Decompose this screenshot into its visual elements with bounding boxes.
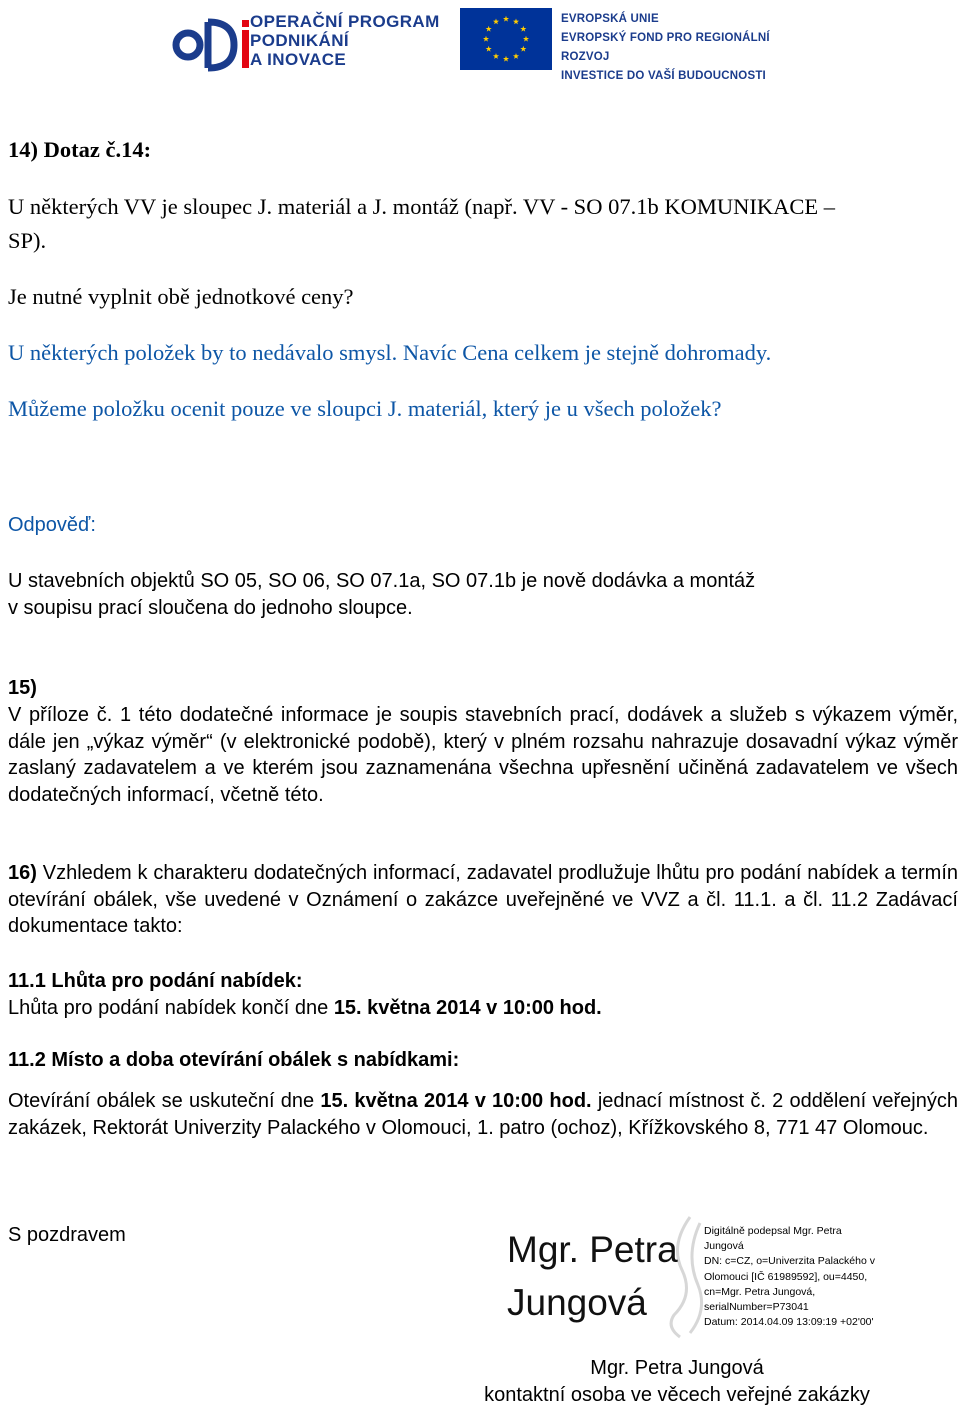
digital-signature-line: DN: c=CZ, o=Univerzita Palackého v: [704, 1255, 875, 1268]
eu-logo-line: EVROPSKÝ FOND PRO REGIONÁLNÍ ROZVOJ: [561, 32, 770, 63]
point-16-text: Vzhledem k charakteru dodatečných informací, zadavatel prodlužuje lhůtu pro podání nabídek a termín otevírání obálek, vše uvedené v Oznámení o zakázce uveřejněné ve VVZ a čl. 11.1. a čl. 11.2 Zadávací dokumentace takto:: [8, 862, 958, 937]
section-11-2-heading: 11.2 Místo a doba otevírání obálek s nabídkami:: [8, 1049, 460, 1071]
digital-signature-line: serialNumber=P73041: [704, 1301, 809, 1314]
op-program-logo-text: [250, 12, 450, 69]
signature-name-line: Mgr. Petra: [507, 1229, 678, 1270]
answer-text-line: v soupisu prací sloučena do jednoho sloupce.: [8, 597, 413, 619]
signatory-role: kontaktní osoba ve věcech veřejné zakázky: [484, 1384, 870, 1406]
closing-greeting: S pozdravem: [8, 1224, 126, 1246]
point-16-number: 16): [8, 862, 37, 884]
answer-label: Odpověď:: [8, 514, 96, 536]
digital-signature-details: [704, 1224, 954, 1330]
eu-logo-line: EVROPSKÁ UNIE: [561, 13, 659, 25]
question-14-line: Je nutné vyplnit obě jednotkové ceny?: [8, 284, 354, 309]
op-logo-line: OPERAČNÍ PROGRAM: [250, 12, 440, 31]
eu-logo-text: [561, 10, 821, 86]
question-14-line: U některých položek by to nedávalo smysl. Navíc Cena celkem je stejně dohromady.: [8, 340, 772, 365]
point-15-number: 15): [8, 677, 37, 699]
section-11-2-text: [8, 1088, 958, 1141]
signature-name-line: Jungová: [507, 1282, 647, 1323]
question-14-title: 14) Dotaz č.14:: [8, 137, 152, 162]
digital-signature-line: Datum: 2014.04.09 13:09:19 +02'00': [704, 1316, 874, 1329]
op-logo-line: PODNIKÁNÍ: [250, 31, 349, 50]
digital-signature-line: Digitálně podepsal Mgr. Petra: [704, 1225, 842, 1237]
op-program-logo-icon: [172, 8, 252, 72]
point-15-text: V příloze č. 1 této dodatečné informace je soupis stavebních prací, dodávek a služeb s výkazem výměr, dále jen „výkaz výměr“ (v elektronické podobě), který v plném rozsahu nahrazuje dosavadní výkaz výměr zaslaný zadavatelem a ve kterém jsou zaznamenána všechna upřesnění učiněná zadavatelem ve všech dodatečných informací, včetně této.: [8, 704, 958, 806]
section-11-1-text-plain: Lhůta pro podání nabídek končí dne: [8, 997, 334, 1019]
op-logo-line: A INOVACE: [250, 50, 347, 69]
digital-signature-line: Olomouci [IČ 61989592], ou=4450,: [704, 1270, 868, 1283]
section-11-1-deadline: 15. května 2014 v 10:00 hod.: [333, 997, 602, 1019]
question-14-line: U některých VV je sloupec J. materiál a J. montáž (např. VV - SO 07.1b KOMUNIKACE –: [8, 194, 835, 219]
question-14-line: SP).: [8, 228, 47, 253]
section-11-2-text-plain: Otevírání obálek se uskuteční dne: [8, 1090, 321, 1112]
eu-flag-icon: [460, 8, 552, 70]
section-11-2-date: 15. května 2014 v 10:00 hod.: [320, 1090, 592, 1112]
eu-logo-line: INVESTICE DO VAŠÍ BUDOUCNOSTI: [561, 70, 766, 82]
digital-signature-line: Jungová: [704, 1240, 744, 1253]
point-16-paragraph: [8, 860, 958, 940]
section-11-1-text: [8, 995, 602, 1022]
section-11-2-location: jednací místnost č. 2 oddělení veřejných zakázek, Rektorát Univerzity Palackého v Olomouci, 1. patro (ochoz), Křížkovského 8, 771 47 Olomouc.: [8, 1090, 958, 1139]
signatory-name: Mgr. Petra Jungová: [590, 1357, 764, 1379]
section-11-1-heading: 11.1 Lhůta pro podání nabídek:: [8, 970, 303, 992]
digital-signature-line: cn=Mgr. Petra Jungová,: [704, 1285, 816, 1298]
question-14-line: Můžeme položku ocenit pouze ve sloupci J. materiál, který je u všech položek?: [8, 396, 722, 421]
answer-text-line: U stavebních objektů SO 05, SO 06, SO 07.1a, SO 07.1b je nově dodávka a montáž: [8, 570, 756, 592]
